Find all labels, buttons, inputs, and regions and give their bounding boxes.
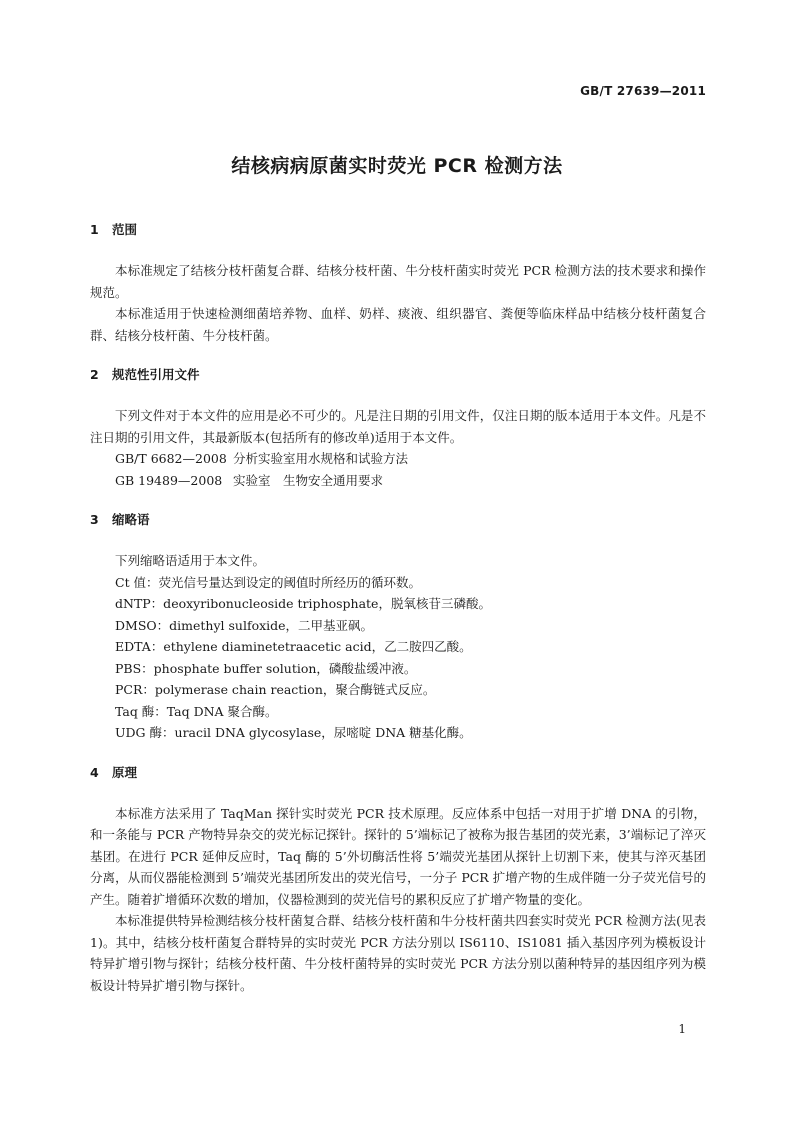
abbreviation-item: UDG 酶：uracil DNA glycosylase，尿嘧啶 DNA 糖基化酶。 — [115, 725, 472, 740]
reference-name: 分析实验室用水规格和试验方法 — [233, 451, 409, 466]
paragraph: 下列文件对于本文件的应用是必不可少的。凡是注日期的引用文件，仅注日期的版本适用于本文件。凡是不注日期的引用文件，其最新版本(包括所有的修改单)适用于本文件。 — [90, 408, 706, 445]
page-number: 1 — [678, 1022, 686, 1036]
section-normative-references — [90, 366, 706, 491]
reference-name: 实验室 生物安全通用要求 — [233, 472, 384, 488]
reference-code: GB 19489—2008 — [115, 472, 223, 488]
abbreviation-item: Ct 值：荧光信号量达到设定的阈值时所经历的循环数。 — [115, 574, 422, 590]
document-title: 结核病病原菌实时荧光 PCR 检测方法 — [231, 155, 563, 177]
section-heading — [90, 511, 706, 528]
section-heading — [90, 764, 706, 781]
section-number: 4 — [90, 764, 99, 780]
section-title: 原理 — [112, 764, 138, 780]
section-abbreviations — [90, 511, 706, 744]
section-heading — [90, 366, 706, 383]
document-body — [90, 221, 706, 1016]
abbreviation-intro: 下列缩略语适用于本文件。 — [115, 553, 266, 568]
section-number: 2 — [90, 367, 99, 382]
abbreviation-item: PCR：polymerase chain reaction，聚合酶链式反应。 — [115, 682, 436, 697]
section-number: 1 — [90, 222, 99, 237]
abbreviation-item: dNTP：deoxyribonucleoside triphosphate，脱氧核苷三磷酸。 — [115, 596, 491, 611]
reference-code: GB/T 6682—2008 — [115, 451, 227, 466]
section-scope — [90, 221, 706, 346]
abbreviation-item: EDTA：ethylene diaminetetraacetic acid，乙二胺四乙酸。 — [115, 639, 472, 654]
reference-item — [90, 470, 706, 492]
standard-code: GB/T 27639—2011 — [580, 84, 706, 98]
paragraph: 本标准提供特异检测结核分枝杆菌复合群、结核分枝杆菌和牛分枝杆菌共四套实时荧光 PCR 检测方法(见表 1)。其中，结核分枝杆菌复合群特异的实时荧光 PCR 方法分别以 IS6110、IS1081 插入基因序列为模板设计特异扩增引物与探针；结核分枝杆菌、牛分枝杆菌特异的实时荧光 PCR 方法分别以菌种特异的基因组序列为模板设计特异扩增引物与探针。 — [90, 913, 706, 993]
section-title: 规范性引用文件 — [112, 367, 200, 382]
abbreviation-item: DMSO：dimethyl sulfoxide，二甲基亚砜。 — [115, 617, 374, 633]
abbreviation-item: PBS：phosphate buffer solution，磷酸盐缓冲液。 — [115, 660, 417, 676]
reference-item — [90, 448, 706, 470]
section-title: 缩略语 — [112, 512, 150, 527]
paragraph: 本标准规定了结核分枝杆菌复合群、结核分枝杆菌、牛分枝杆菌实时荧光 PCR 检测方法的技术要求和操作规范。 — [90, 263, 706, 300]
section-heading — [90, 221, 706, 238]
section-principle — [90, 764, 706, 997]
section-title: 范围 — [112, 222, 138, 237]
paragraph: 本标准方法采用了 TaqMan 探针实时荧光 PCR 技术原理。反应体系中包括一对用于扩增 DNA 的引物，和一条能与 PCR 产物特异杂交的荧光标记探针。探针的 5’端标记了被称为报告基团的荧光素，3’端标记了淬灭基团。在进行 PCR 延伸反应时，Taq 酶的 5’外切酶活性将 5’端荧光基团从探针上切割下来，使其与淬灭基团分离，从而仪器能检测到 5’端荧光基团所发出的荧光信号，一分子 PCR 扩增产物的生成伴随一分子荧光信号的产生。随着扩增循环次数的增加，仪器检测到的荧光信号的累积反应了扩增产物量的变化。 — [90, 805, 706, 907]
paragraph: 本标准适用于快速检测细菌培养物、血样、奶样、痰液、组织器官、粪便等临床样品中结核分枝杆菌复合群、结核分枝杆菌、牛分枝杆菌。 — [90, 306, 706, 343]
abbreviation-item: Taq 酶：Taq DNA 聚合酶。 — [115, 703, 278, 719]
section-number: 3 — [90, 512, 99, 527]
